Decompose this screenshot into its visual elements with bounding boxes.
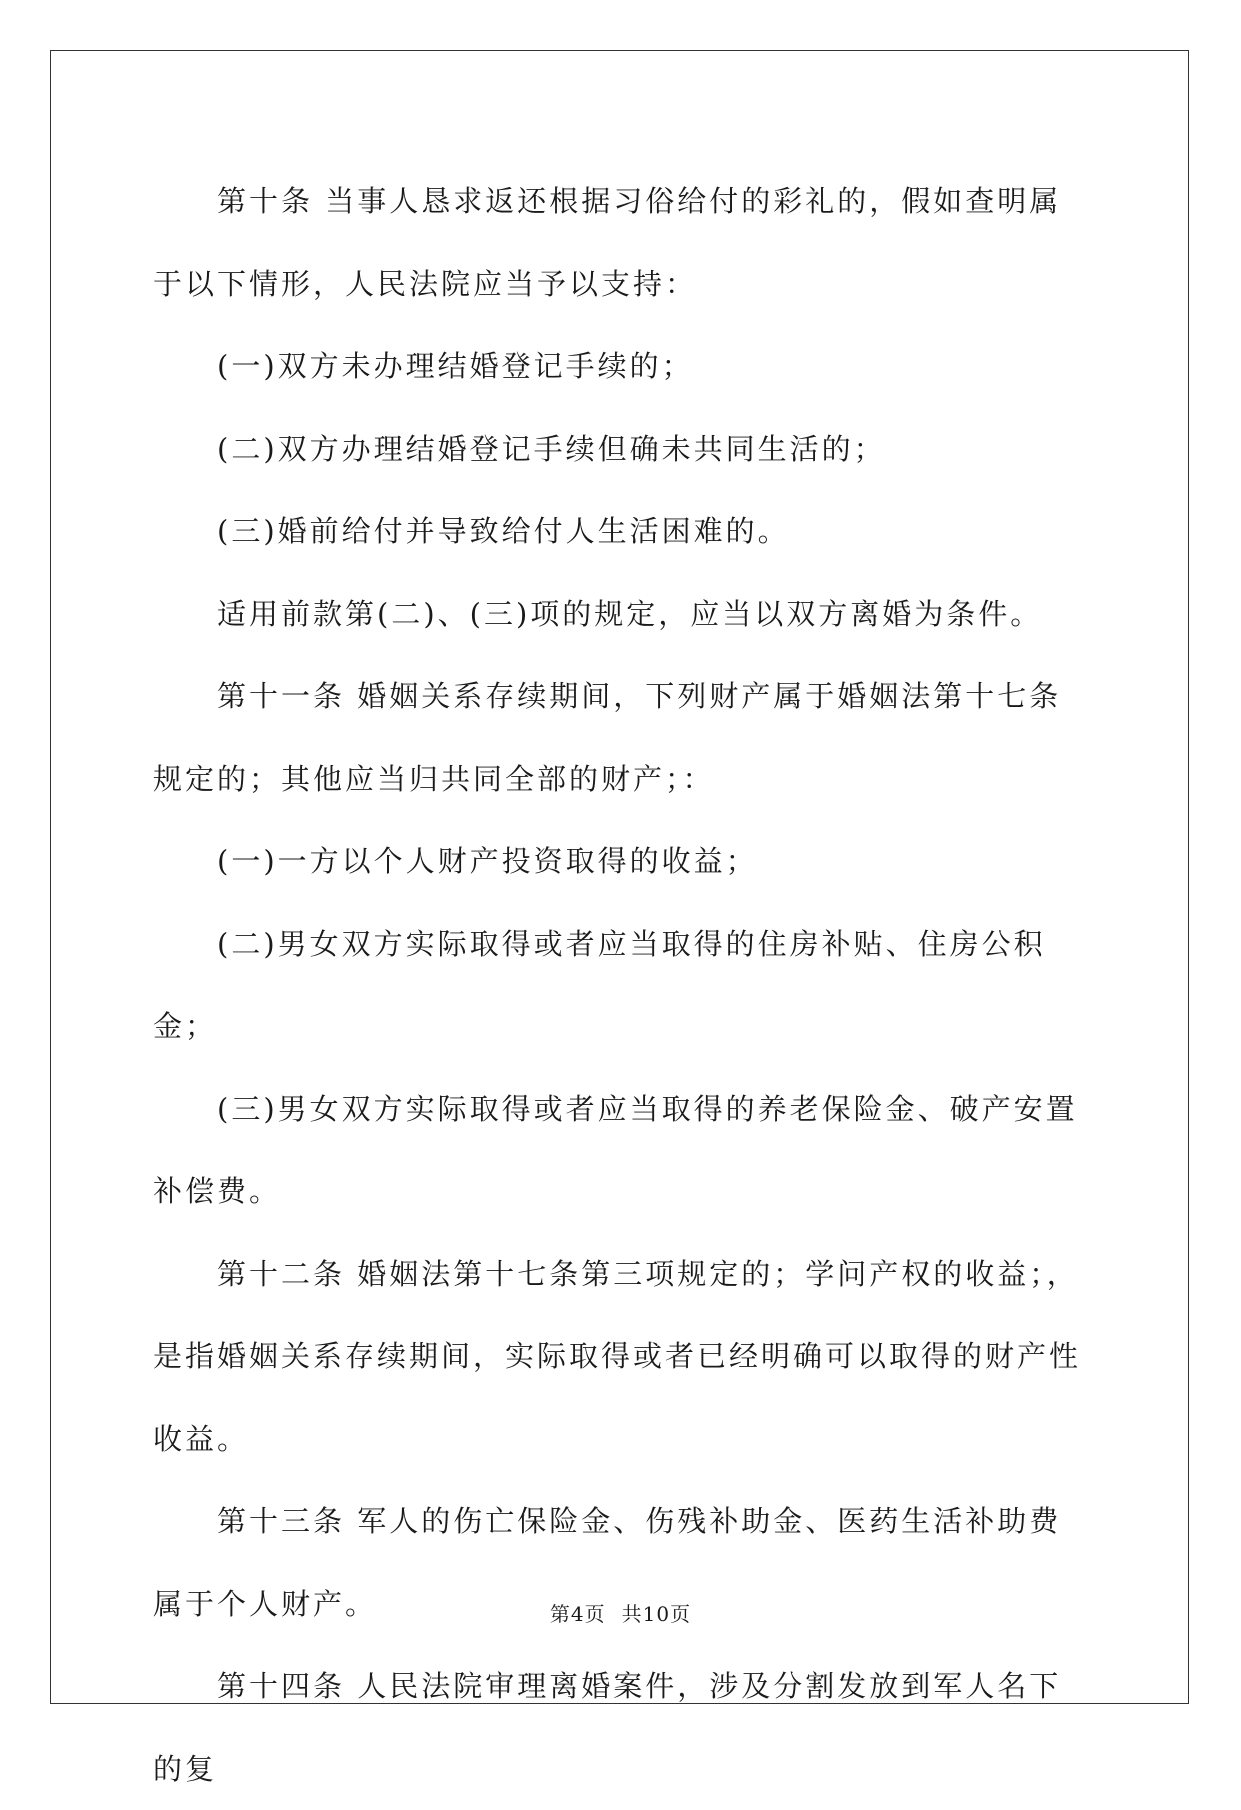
document-body bbox=[153, 160, 1093, 1810]
paragraph-item-1: (一)一方以个人财产投资取得的收益； bbox=[217, 844, 758, 878]
paragraph-article-14: 第十四条 人民法院审理离婚案件，涉及分割发放到军人名下的复 bbox=[153, 1669, 1062, 1786]
paragraph-article-10: 第十条 当事人恳求返还根据习俗给付的彩礼的，假如查明属于以下情形，人民法院应当予以支持： bbox=[153, 184, 1062, 301]
page-footer bbox=[0, 1598, 1241, 1627]
paragraph-item-2: (二)男女双方实际取得或者应当取得的住房补贴、住房公积金； bbox=[153, 926, 1046, 1043]
page-number: 第4页 bbox=[549, 1602, 606, 1626]
paragraph-applicability: 适用前款第(二)、(三)项的规定，应当以双方离婚为条件。 bbox=[217, 596, 1043, 631]
paragraph-article-11: 第十一条 婚姻关系存续期间，下列财产属于婚姻法第十七条规定的；其他应当归共同全部的财产；： bbox=[153, 679, 1062, 796]
paragraph-item-1: (一)双方未办理结婚登记手续的； bbox=[217, 349, 694, 383]
paragraph-item-3: (三)婚前给付并导致给付人生活困难的。 bbox=[217, 514, 790, 548]
paragraph-item-3: (三)男女双方实际取得或者应当取得的养老保险金、破产安置补偿费。 bbox=[153, 1091, 1078, 1208]
paragraph-article-13: 第十三条 军人的伤亡保险金、伤残补助金、医药生活补助费属于个人财产。 bbox=[153, 1504, 1062, 1621]
paragraph-article-12: 第十二条 婚姻法第十七条第三项规定的；学问产权的收益；，是指婚姻关系存续期间，实际取得或者已经明确可以取得的财产性收益。 bbox=[153, 1256, 1082, 1456]
paragraph-item-2: (二)双方办理结婚登记手续但确未共同生活的； bbox=[217, 431, 886, 466]
page-total: 共10页 bbox=[621, 1602, 692, 1626]
